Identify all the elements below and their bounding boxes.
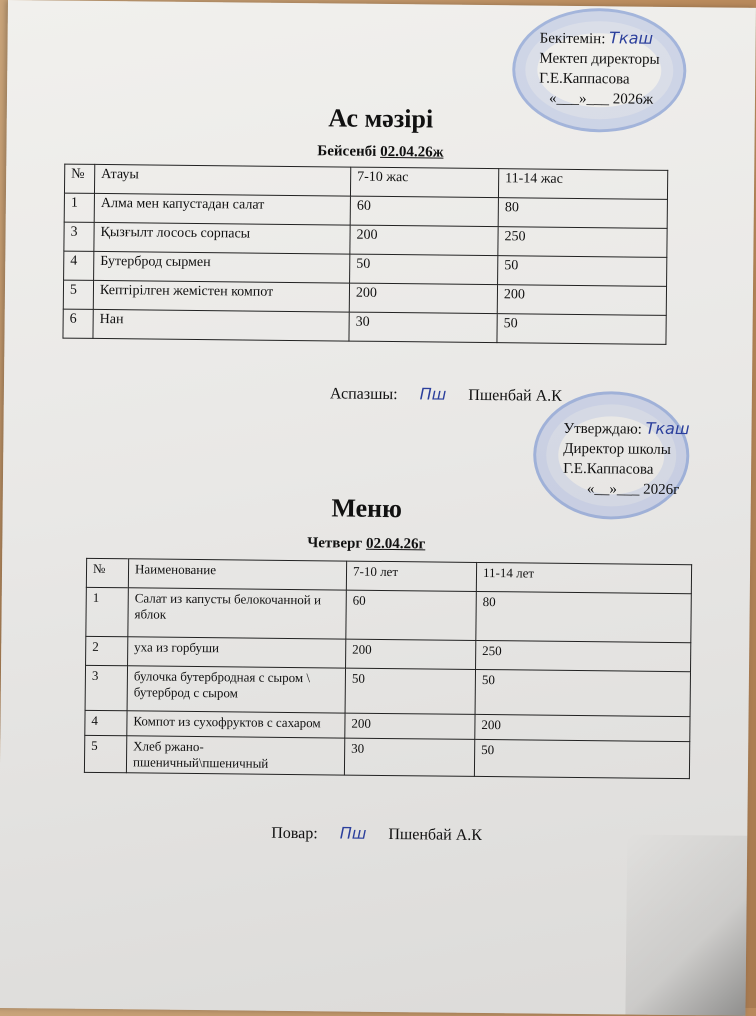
table-cell: Салат из капусты белокочанной и яблок [128, 588, 347, 639]
table-header-cell: 7-10 жас [350, 167, 498, 198]
table-cell: 30 [344, 738, 474, 776]
table-cell: 200 [497, 285, 666, 316]
approval-date: «___»___ 2026ж [548, 90, 654, 108]
table-cell: уха из горбуши [128, 637, 346, 668]
table-header-cell: 11-14 лет [476, 562, 691, 593]
menu-table-kz [62, 164, 668, 345]
table-cell: 200 [345, 713, 475, 739]
table-cell: Бутерброд сырмен [94, 251, 350, 283]
table-cell: 6 [63, 309, 93, 338]
table-cell: Хлеб ржано-пшеничный\пшеничный [126, 736, 344, 775]
table-cell: 200 [475, 714, 690, 741]
approval-director-name: Г.Е.Каппасова [539, 70, 630, 88]
table-cell: 200 [350, 225, 498, 256]
cook-sign-line-kz [330, 383, 562, 405]
table-cell: 4 [64, 251, 94, 280]
table-cell: 5 [84, 735, 126, 772]
table-cell: 50 [498, 256, 667, 287]
table-cell: 3 [64, 222, 94, 251]
approval-position: Мектеп директоры [539, 50, 660, 68]
table-cell: 250 [498, 227, 667, 258]
table-cell: 50 [350, 254, 498, 285]
table-cell: Қызғылт лосось сорпасы [94, 222, 350, 254]
approval-block-kz [539, 28, 660, 110]
table-header-cell: 11-14 жас [498, 169, 667, 200]
cook-label-kz: Аспазшы: [329, 385, 398, 404]
table-cell: Алма мен капустадан салат [94, 193, 350, 225]
table-header-cell: Атауы [94, 164, 350, 196]
table-cell: 50 [475, 669, 690, 716]
menu-day-ru: Четверг [307, 535, 363, 552]
table-row [63, 309, 666, 344]
table-cell: 30 [349, 312, 497, 343]
table-row [84, 735, 689, 778]
menu-date-value-ru: 02.04.26г [365, 535, 426, 553]
cook-sign-line-ru [271, 823, 482, 845]
table-row [85, 665, 690, 716]
table-cell: Компот из сухофруктов с сахаром [127, 711, 345, 738]
menu-date-value-kz: 02.04.26ж [380, 143, 444, 161]
table-cell: 200 [346, 639, 476, 669]
table-header-cell: № [64, 164, 94, 193]
table-cell: 60 [350, 196, 498, 227]
menu-title-kz: Ас мәзірі [328, 103, 434, 134]
cook-name-ru: Пшенбай А.К [388, 826, 483, 845]
menu-table-ru [84, 558, 692, 779]
approval-label: Бекітемін: [539, 30, 606, 48]
director-signature-ru: Ткаш [645, 418, 690, 439]
table-cell: 2 [86, 636, 128, 665]
cook-signature-kz: Пш [419, 384, 447, 404]
table-cell: 1 [64, 193, 94, 222]
cook-label-ru: Повар: [271, 824, 318, 843]
cook-signature-ru: Пш [339, 823, 367, 843]
approval-block-ru [563, 418, 690, 500]
approval-label-ru: Утверждаю: [563, 420, 642, 438]
table-cell: 50 [497, 314, 666, 345]
table-cell: Нан [93, 309, 349, 341]
menu-date-kz [6, 140, 754, 165]
table-cell: 5 [63, 280, 93, 309]
menu-title-ru: Меню [331, 493, 403, 524]
table-cell: 3 [85, 665, 127, 710]
approval-date-ru: «__»___ 2026г [586, 481, 680, 499]
table-cell: 60 [346, 590, 477, 640]
table-cell: 200 [349, 283, 497, 314]
director-signature: Ткаш [609, 28, 654, 48]
table-header-cell: № [86, 558, 128, 587]
table-header-cell: 7-10 лет [346, 561, 476, 591]
approval-position-ru: Директор школы [563, 440, 671, 458]
table-cell: 1 [86, 587, 129, 636]
table-cell: булочка бутербродная с сыром \ бутерброд с сыром [127, 666, 345, 713]
table-cell: 50 [474, 739, 689, 778]
table-header-cell: Наименование [128, 559, 346, 590]
cook-name-kz: Пшенбай А.К [468, 386, 562, 405]
menu-day-kz: Бейсенбі [317, 143, 377, 160]
paper-shadow [625, 835, 747, 1016]
table-cell: 4 [85, 710, 127, 735]
approval-director-name-ru: Г.Е.Каппасова [563, 460, 654, 478]
table-cell: 250 [476, 640, 691, 671]
table-row [86, 587, 691, 642]
table-cell: 80 [476, 591, 692, 642]
table-cell: 80 [498, 198, 667, 229]
menu-date-ru [0, 532, 740, 557]
table-cell: Кептірілген жемістен компот [93, 280, 349, 312]
table-cell: 50 [345, 668, 475, 714]
